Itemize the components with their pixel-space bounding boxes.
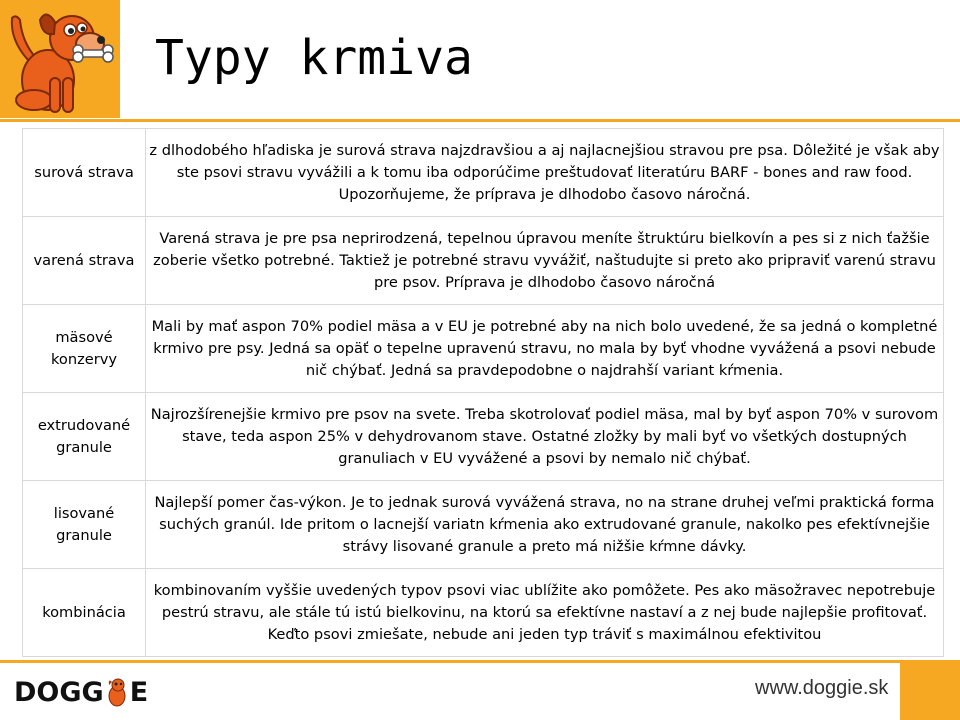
- food-type-description: Najrozšírenejšie krmivo pre psov na svete. Treba skotrolovať podiel mäsa, mal by byť aspon 70% v surovom stave, teda aspon 25% v dehydrovanom stave. Ostatné zložky by mali byť vo všetkých dostupných granuliach v EU vyvážené a psovi by nemalo nič chýbať.: [146, 393, 944, 481]
- footer-divider: [0, 660, 900, 663]
- food-type-description: z dlhodobého hľadiska je surová strava najzdravšiou a aj najlacnejšiou stravou pre psa. Dôležité je však aby ste psovi stravu vyvážili a k tomu iba odporúčime preštudovať literatúru BARF - bones and raw food. Upozorňujeme, že príprava je dlhodobo časovo náročná.: [146, 129, 944, 217]
- table-row: [23, 217, 944, 305]
- doggie-logo: [14, 676, 148, 708]
- food-type-label: kombinácia: [23, 569, 146, 657]
- food-type-description: Mali by mať aspon 70% podiel mäsa a v EU je potrebné aby na nich bolo uvedené, že sa jedná o kompletné krmivo pre psy. Jedná sa opäť o tepelne upravenú stravu, no mala by byť vhodne vyvážená a psovi nebude nič chýbať. Jedná sa pravdepodobne o najdrahší variant kŕmenia.: [146, 305, 944, 393]
- dog-mascot-icon: [0, 0, 120, 118]
- food-type-description: Varená strava je pre psa neprirodzená, tepelnou úpravou meníte štruktúru bielkovín a pes si z nich ťažšie zoberie všetko potrebné. Taktiež je potrebné stravu vyvážiť, naštudujte si preto ako pripraviť varenú stravu pre psov. Príprava je dlhodobo časovo náročná: [146, 217, 944, 305]
- food-types-table: [22, 128, 944, 657]
- food-type-description: kombinovaním vyššie uvedených typov psovi viac ublížite ako pomôžete. Pes ako mäsožravec nepotrebuje pestrú stravu, ale stále tú istú bielkovinu, na ktorú sa efektívne nastaví a z nej bude najlepšie profitovať. Keďto psovi zmiešate, nebude ani jeden typ tráviť s maximálnou efektivitou: [146, 569, 944, 657]
- food-type-label: extrudované granule: [23, 393, 146, 481]
- food-type-description: Najlepší pomer čas-výkon. Je to jednak surová vyvážená strava, no na strane druhej veľmi praktická forma suchých granúl. Ide pritom o lacnejší variatn kŕmenia ako extrudované granule, nakolko pes efektívnejšie strávy lisované granule a preto má nižšie kŕmne dávky.: [146, 481, 944, 569]
- table-row: [23, 481, 944, 569]
- logo-dog-icon: [104, 676, 130, 708]
- website-url: www.doggie.sk: [755, 677, 889, 699]
- logo-text-left: DOGG: [14, 676, 104, 708]
- food-type-label: lisované granule: [23, 481, 146, 569]
- table-row: [23, 129, 944, 217]
- table-row: [23, 393, 944, 481]
- table-row: [23, 305, 944, 393]
- logo-text-right: E: [129, 676, 149, 708]
- header-divider: [0, 119, 960, 122]
- page-title: Typy krmiva: [155, 30, 473, 86]
- footer-accent-block: [900, 660, 960, 720]
- food-type-label: varená strava: [23, 217, 146, 305]
- food-type-label: surová strava: [23, 129, 146, 217]
- food-type-label: mäsové konzervy: [23, 305, 146, 393]
- table-row: [23, 569, 944, 657]
